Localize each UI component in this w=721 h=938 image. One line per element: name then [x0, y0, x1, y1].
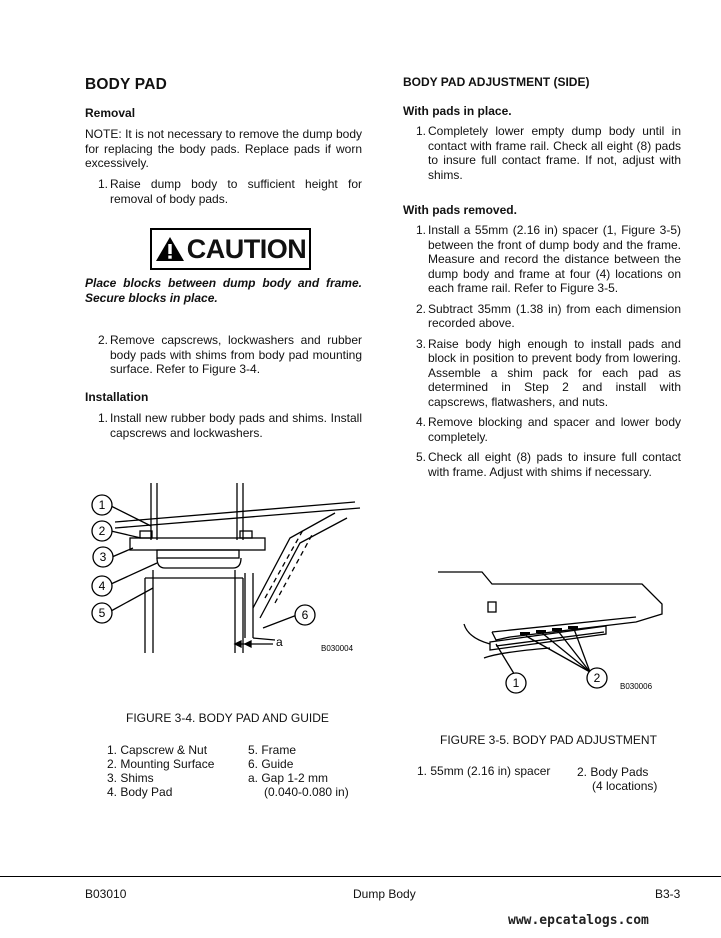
callout-4: 4 — [98, 579, 106, 593]
removal-step-2: 2. Remove capscrews, lockwashers and rubber body pads with shims from body pad mounting surface. Refer to Figure 3-4. — [98, 333, 362, 376]
pads-removed-heading: With pads removed. — [403, 203, 517, 217]
installation-step-1: 1. Install new rubber body pads and shims. Install capscrews and lockwashers. — [98, 411, 362, 440]
callout-1: 1 — [512, 676, 520, 690]
watermark: www.epcatalogs.com — [508, 913, 649, 928]
footer-right: B3-3 — [655, 887, 681, 901]
figure-3-5-legend-2: 2. Body Pads (4 locations) — [577, 765, 658, 793]
figure-3-4-code: B030004 — [321, 644, 354, 653]
figure-3-5-drawing — [430, 562, 670, 700]
warning-triangle-icon — [155, 236, 185, 262]
right-title: BODY PAD ADJUSTMENT (SIDE) — [403, 75, 590, 89]
figure-3-4-legend-left: 1. Capscrew & Nut 2. Mounting Surface 3. Shims 4. Body Pad — [107, 743, 215, 799]
caution-box — [150, 228, 311, 270]
figure-3-5-caption: FIGURE 3-5. BODY PAD ADJUSTMENT — [440, 733, 657, 747]
footer-center: Dump Body — [353, 887, 416, 901]
removed-step-5: 5. Check all eight (8) pads to insure full contact with frame. Adjust with shims if necessary. — [416, 450, 681, 479]
footer-left: B03010 — [85, 887, 127, 901]
removed-step-4: 4. Remove blocking and spacer and lower body completely. — [416, 415, 681, 444]
caution-label: CAUTION — [186, 233, 307, 264]
callout-6: 6 — [301, 608, 309, 622]
removal-heading: Removal — [85, 106, 136, 120]
callout-2: 2 — [593, 671, 601, 685]
callout-1: 1 — [98, 498, 106, 512]
removed-step-1: 1. Install a 55mm (2.16 in) spacer (1, Figure 3-5) between the front of dump body and the frame. Measure and record the distance between the dump body and frame at four (4) locations on each frame rail. Refer to Figure 3-5. — [416, 223, 681, 295]
figure-3-5-code: B030006 — [620, 682, 653, 691]
with-pads-step-1: 1. Completely lower empty dump body until in contact with frame rail. Check all eight (8) pads to insure full contact frame. If not, adjust with shims. — [416, 124, 681, 182]
removed-step-2: 2. Subtract 35mm (1.38 in) from each dimension recorded above. — [416, 301, 681, 330]
callout-5: 5 — [98, 606, 106, 620]
page-title: BODY PAD — [85, 76, 167, 93]
figure-3-4-drawing — [85, 478, 375, 658]
figure-3-5-callouts — [506, 668, 653, 693]
caution-text: Place blocks between dump body and frame. Secure blocks in place. — [85, 276, 362, 305]
pads-removed-steps — [403, 223, 681, 479]
figure-3-4-legend-right: 5. Frame 6. Guide a. Gap 1-2 mm (0.040-0.080 in) — [248, 743, 349, 799]
removed-step-3: 3. Raise body high enough to install pads and block in position to prevent body from lowering. Assemble a shim pack for each pad as determined in Step 2 and install with capscrews, flatwashers, and nuts. — [416, 336, 681, 409]
removal-step-1: 1. Raise dump body to sufficient height for removal of body pads. — [98, 177, 362, 206]
callout-2: 2 — [98, 524, 106, 538]
with-pads-heading: With pads in place. — [403, 104, 512, 118]
installation-heading: Installation — [85, 390, 149, 404]
figure-3-4-caption: FIGURE 3-4. BODY PAD AND GUIDE — [126, 711, 329, 725]
callout-3: 3 — [99, 550, 107, 564]
gap-label: a — [276, 635, 283, 649]
removal-note: NOTE: It is not necessary to remove the dump body for replacing the body pads. Replace pads if worn excessively. — [85, 127, 362, 170]
figure-3-5-legend-1: 1. 55mm (2.16 in) spacer — [417, 764, 551, 778]
footer-rule — [0, 876, 721, 877]
